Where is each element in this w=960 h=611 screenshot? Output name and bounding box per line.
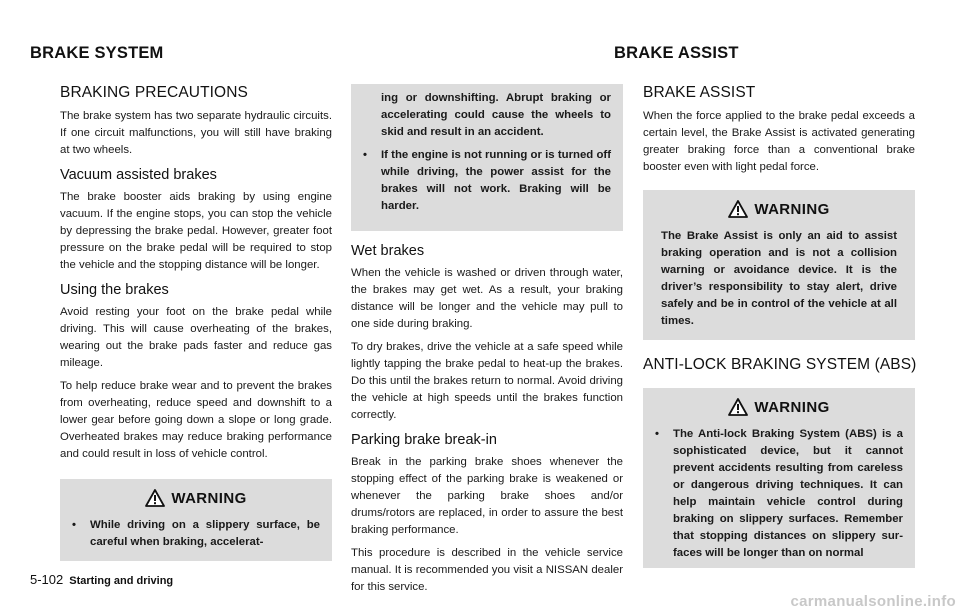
heading-vacuum-brakes: Vacuum assisted brakes: [60, 167, 217, 183]
page-number: 5-102: [30, 572, 64, 587]
warning-triangle-icon: [728, 398, 748, 416]
page-footer-title: Starting and driving: [69, 575, 174, 587]
paragraph-parking-1: Break in the parking brake shoes whenever the stopping effect of the parking brake is weakened or whenever the parking brake shoes and/or drums/rotors are replaced, in order to assure the best braking performance.: [351, 456, 623, 536]
heading-abs: ANTI-LOCK BRAKING SYSTEM (ABS): [643, 356, 917, 373]
warning-text: The Brake Assist is only an aid to assist braking operation and is not a collision warning or avoidance device. It is the driver’s responsibility to stay alert, drive safely and be in control of the vehicle at all times.: [661, 230, 897, 327]
warning-triangle-icon: [728, 200, 748, 218]
page-footer: [30, 572, 173, 587]
section-header-brake-assist: BRAKE ASSIST: [614, 44, 739, 62]
paragraph-wet-2: To dry brakes, drive the vehicle at a safe speed while lightly tapping the brake pedal to heat-up the brakes. Do this until the brakes return to normal. Avoid driving the vehicle at high speeds until the brakes function correctly.: [351, 341, 623, 421]
warning-item: • While driving on a slippery surface, be careful when braking, accelerat-: [72, 519, 320, 548]
paragraph-brake-assist: When the force applied to the brake pedal exceeds a certain level, the Brake Assist is activated generating greater braking force than a conventional brake booster even with light pedal force.: [643, 110, 915, 173]
column-1: [60, 84, 332, 561]
warning-box-abs: [643, 388, 915, 568]
warning-item: • If the engine is not running or is turned off while driving, the power assist for the brakes will not work. Braking will be harder.: [363, 149, 611, 212]
warning-triangle-icon: [145, 489, 165, 507]
heading-wet-brakes: Wet brakes: [351, 243, 425, 259]
warning-title: WARNING: [655, 200, 903, 218]
paragraph-vacuum: The brake booster aids braking by using engine vacuum. If the engine stops, you can stop the vehicle by depressing the brake pedal. However, greater foot pressure on the brake pedal will be required to stop the vehicle and the stopping distance will be longer.: [60, 191, 332, 271]
warning-title: WARNING: [655, 398, 903, 416]
warning-title: WARNING: [72, 489, 320, 507]
warning-box-braking-cont: [351, 84, 623, 231]
column-2: [351, 90, 623, 602]
heading-parking-brake: Parking brake break-in: [351, 432, 497, 448]
paragraph-parking-2: This procedure is described in the vehicle service manual. It is recommended you visit a NISSAN dealer for this service.: [351, 547, 623, 593]
heading-using-brakes: Using the brakes: [60, 282, 169, 298]
column-3: [643, 84, 915, 568]
heading-brake-assist: BRAKE ASSIST: [643, 84, 756, 101]
watermark: carmanualsonline.info: [790, 593, 956, 610]
paragraph-using-1: Avoid resting your foot on the brake pedal while driving. This will cause overheating of the brakes, wearing out the brake pads faster and reduce gas mileage.: [60, 306, 332, 369]
heading-braking-precautions: BRAKING PRECAUTIONS: [60, 84, 248, 101]
warning-item: • The Anti-lock Braking System (ABS) is a sophisticated device, but it cannot prevent accidents resulting from careless or dangerous driving techniques. It can help maintain vehicle control during braking on slippery surfaces. Remember that stopping distances on slippery sur- faces will be longer than on normal: [655, 428, 903, 559]
warning-box-brake-assist: [643, 190, 915, 340]
paragraph-wet-1: When the vehicle is washed or driven through water, the brakes may get wet. As a result, your braking distance will be longer and the vehicle may pull to one side during braking.: [351, 267, 623, 330]
section-header-brake-system: BRAKE SYSTEM: [30, 44, 164, 62]
paragraph-intro: The brake system has two separate hydraulic circuits. If one circuit malfunctions, you will still have braking at two wheels.: [60, 110, 332, 156]
warning-item: ing or downshifting. Abrupt braking or accelerating could cause the wheels to skid and result in an accident.: [381, 92, 611, 138]
paragraph-using-2: To help reduce brake wear and to prevent the brakes from overheating, reduce speed and downshift to a lower gear before going down a slope or long grade. Overheated brakes may reduce braking performance and could result in loss of vehicle control.: [60, 380, 332, 460]
warning-box-braking: [60, 479, 332, 561]
